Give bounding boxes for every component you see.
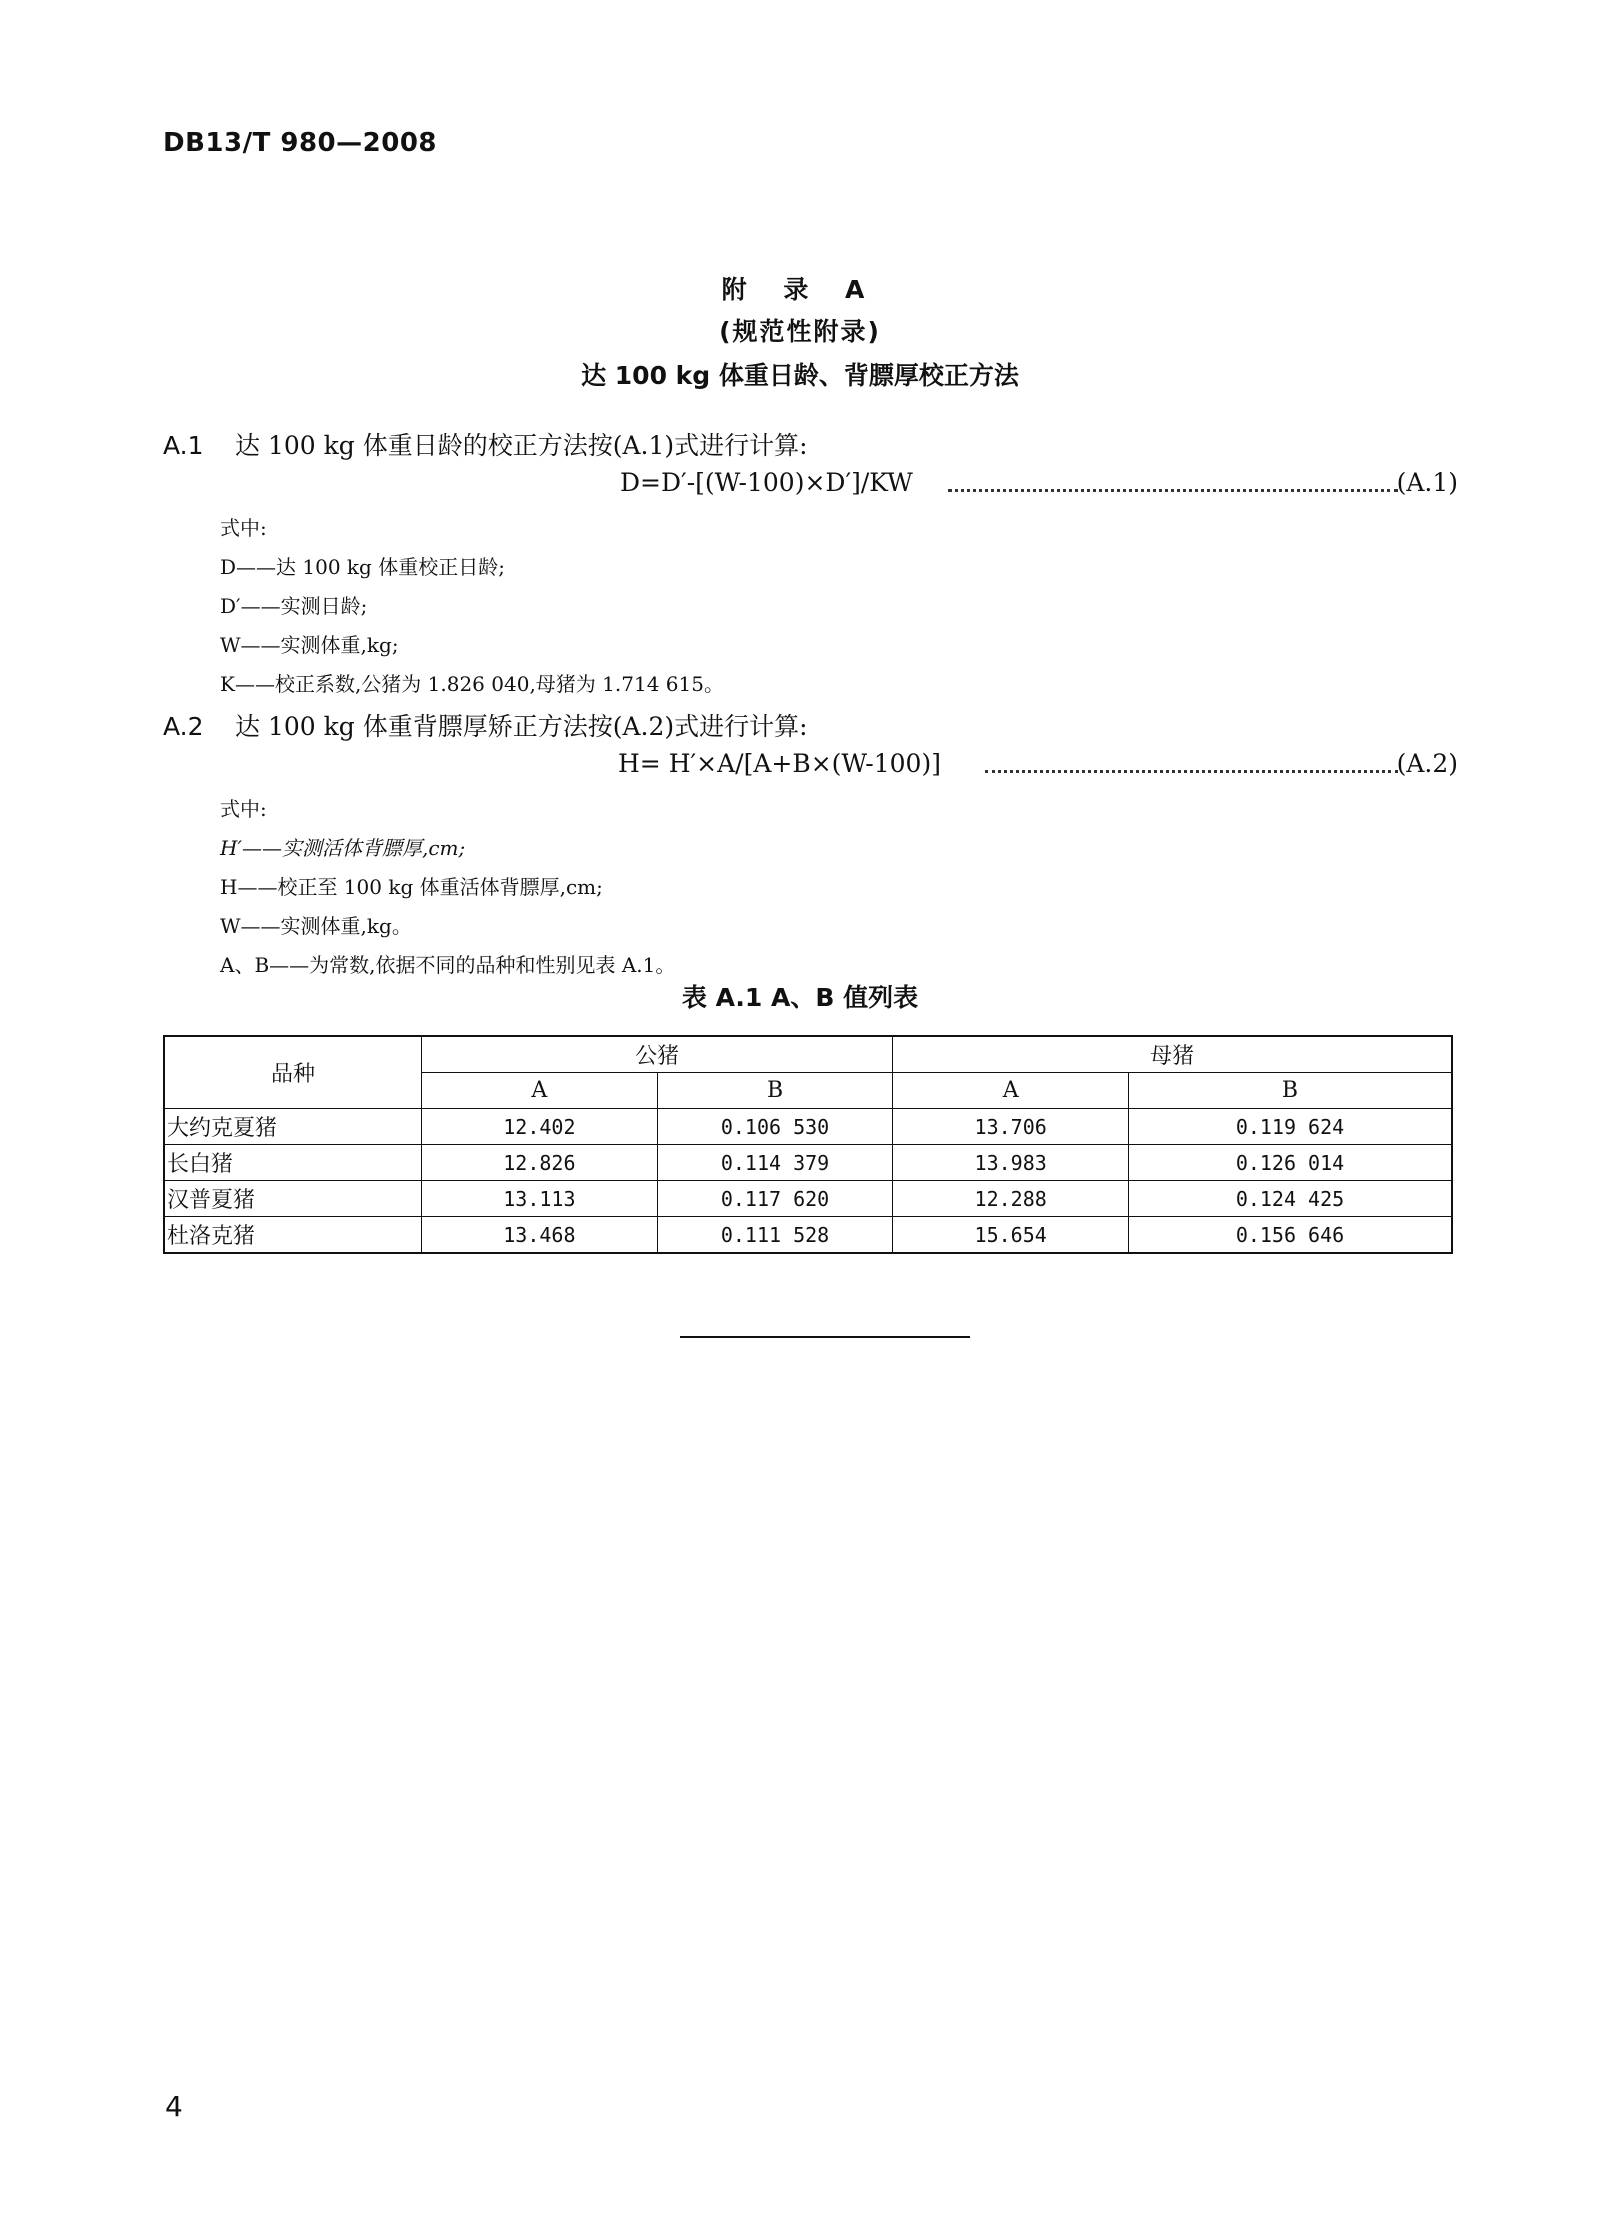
- table-row: [164, 1145, 1452, 1181]
- female-b-cell: 0.124 425: [1129, 1181, 1452, 1217]
- female-b-cell: 0.119 624: [1129, 1109, 1452, 1145]
- table-row: [164, 1217, 1452, 1254]
- appendix-label: 附 录 A: [721, 275, 879, 304]
- document-code: DB13/T 980—2008: [163, 128, 437, 158]
- table-row: [164, 1181, 1452, 1217]
- breed-cell: 汉普夏猪: [164, 1181, 422, 1217]
- definition-a-b: A、B——为常数,依据不同的品种和性别见表 A.1。: [220, 953, 676, 977]
- male-a-cell: 13.468: [422, 1217, 658, 1254]
- definition-h-prime: H′——实测活体背膘厚,cm;: [220, 836, 466, 860]
- where-label-a1: 式中:: [220, 516, 267, 540]
- male-b-cell: 0.106 530: [657, 1109, 893, 1145]
- header-female-b: B: [1129, 1073, 1452, 1109]
- female-a-cell: 13.983: [893, 1145, 1129, 1181]
- male-a-cell: 12.826: [422, 1145, 658, 1181]
- clause-a2-text: 达 100 kg 体重背膘厚矫正方法按(A.2)式进行计算:: [235, 712, 808, 741]
- definition-d: D——达 100 kg 体重校正日龄;: [220, 555, 505, 579]
- ab-values-table: [163, 1035, 1453, 1254]
- definition-w: W——实测体重,kg;: [220, 633, 399, 657]
- clause-a1-number: A.1: [163, 431, 204, 460]
- formula-a2-number: (A.2): [1396, 749, 1458, 778]
- formula-a1-leader-dots: [948, 489, 1398, 492]
- female-a-cell: 12.288: [893, 1181, 1129, 1217]
- female-b-cell: 0.126 014: [1129, 1145, 1452, 1181]
- female-b-cell: 0.156 646: [1129, 1217, 1452, 1254]
- female-a-cell: 15.654: [893, 1217, 1129, 1254]
- male-b-cell: 0.117 620: [657, 1181, 893, 1217]
- female-a-cell: 13.706: [893, 1109, 1129, 1145]
- appendix-type: (规范性附录): [719, 317, 881, 346]
- definition-k: K——校正系数,公猪为 1.826 040,母猪为 1.714 615。: [220, 672, 724, 696]
- definition-w-2: W——实测体重,kg。: [220, 914, 412, 938]
- male-a-cell: 12.402: [422, 1109, 658, 1145]
- formula-a2: H= H′×A/[A+B×(W-100)]: [618, 749, 941, 778]
- breed-cell: 长白猪: [164, 1145, 422, 1181]
- header-female: 母猪: [893, 1036, 1452, 1073]
- table-caption: 表 A.1 A、B 值列表: [681, 983, 919, 1012]
- breed-cell: 杜洛克猪: [164, 1217, 422, 1254]
- end-of-text-rule: [680, 1336, 970, 1338]
- page-number: 4: [165, 2090, 183, 2123]
- clause-a1: [163, 426, 808, 462]
- appendix-title: 达 100 kg 体重日龄、背膘厚校正方法: [581, 361, 1019, 390]
- header-breed: 品种: [164, 1036, 422, 1109]
- formula-a2-leader-dots: [985, 770, 1398, 773]
- formula-a1: D=D′-[(W-100)×D′]/KW: [620, 468, 913, 497]
- header-male: 公猪: [422, 1036, 893, 1073]
- male-a-cell: 13.113: [422, 1181, 658, 1217]
- clause-a1-text: 达 100 kg 体重日龄的校正方法按(A.1)式进行计算:: [235, 431, 808, 460]
- male-b-cell: 0.111 528: [657, 1217, 893, 1254]
- header-male-a: A: [422, 1073, 658, 1109]
- where-label-a2: 式中:: [220, 797, 267, 821]
- clause-a2: [163, 707, 808, 743]
- header-female-a: A: [893, 1073, 1129, 1109]
- table-row: [164, 1109, 1452, 1145]
- male-b-cell: 0.114 379: [657, 1145, 893, 1181]
- header-male-b: B: [657, 1073, 893, 1109]
- clause-a2-number: A.2: [163, 712, 204, 741]
- breed-cell: 大约克夏猪: [164, 1109, 422, 1145]
- definition-d-prime: D′——实测日龄;: [220, 594, 368, 618]
- formula-a1-number: (A.1): [1396, 468, 1458, 497]
- definition-h: H——校正至 100 kg 体重活体背膘厚,cm;: [220, 875, 603, 899]
